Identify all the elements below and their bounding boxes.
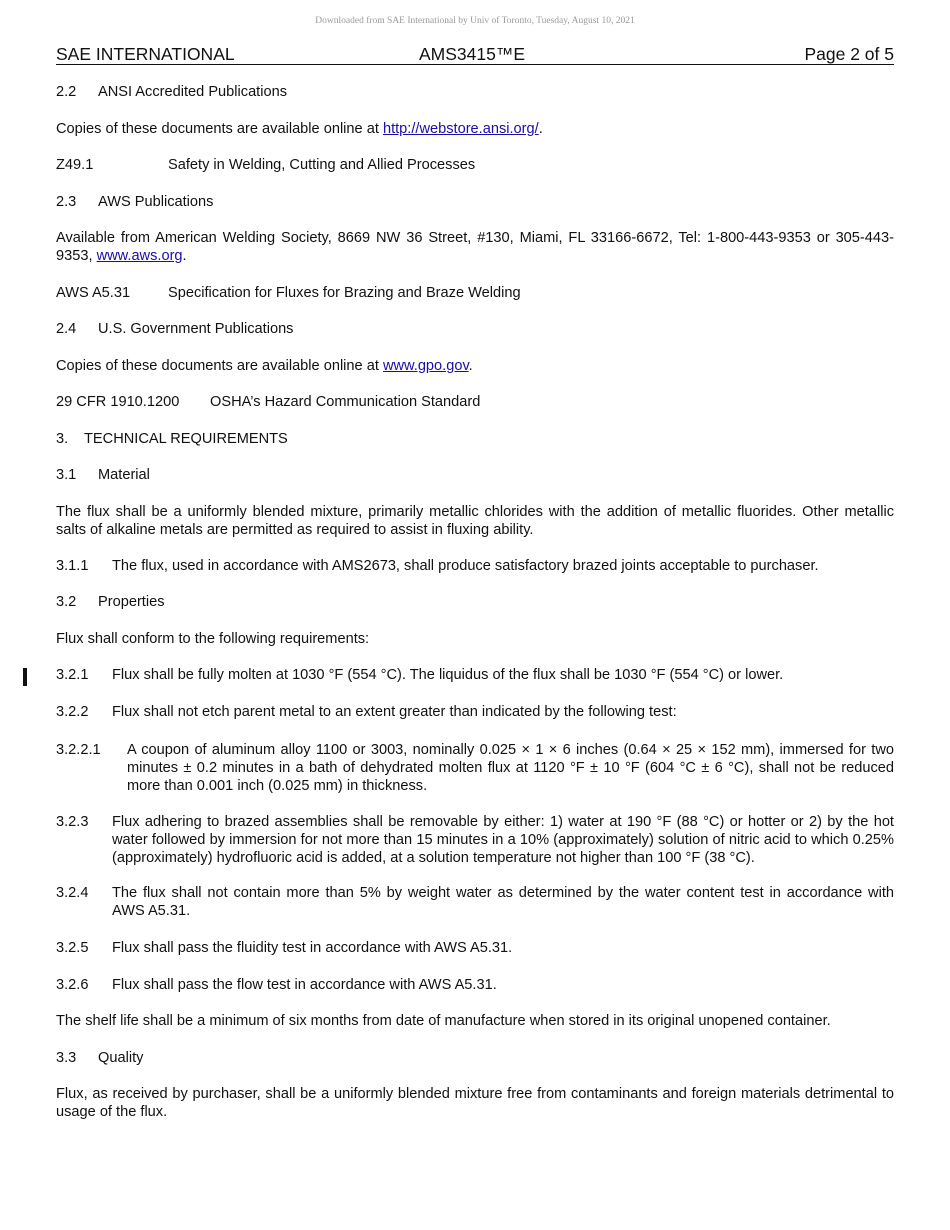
item-3-1-1: [56, 557, 894, 575]
material-paragraph: The flux shall be a uniformly blended mixture, primarily metallic chlorides with the addition of metallic fluorides. Other metallic salts of alkaline metals are permitted as required to assist in fluxing ability.: [56, 504, 894, 538]
item-3-2-5: [56, 939, 894, 957]
item-number: 3.2.2.1: [56, 742, 101, 758]
item-number: 3.1.1: [56, 558, 89, 574]
section-title: Material: [98, 467, 150, 483]
item-number: 3.2.1: [56, 667, 89, 683]
section-number: 2.4: [56, 321, 77, 337]
page-header: [56, 44, 894, 65]
section-title: TECHNICAL REQUIREMENTS: [84, 431, 288, 447]
availability-text: Copies of these documents are available online at: [56, 121, 383, 137]
item-text: The flux, used in accordance with AMS2673, shall produce satisfactory brazed joints acceptable to purchaser.: [112, 558, 819, 574]
item-text: Flux shall be fully molten at 1030 °F (554 °C). The liquidus of the flux shall be 1030 °F (554 °C) or lower.: [112, 667, 784, 683]
section-number: 2.3: [56, 194, 77, 210]
section-title: Properties: [98, 594, 165, 610]
item-number: 3.2.6: [56, 977, 89, 993]
item-text: A coupon of aluminum alloy 1100 or 3003, nominally 0.025 × 1 × 6 inches (0.64 × 25 × 152 mm), immersed for two minutes ± 0.2 minutes in a bath of dehydrated molten flux at 1120 °F ± 10 °F (604 °C ± 6 °C), shall not be reduced more than 0.001 inch (0.025 mm) in thickness.: [127, 742, 894, 794]
reference-code: Z49.1: [56, 157, 94, 173]
item-text: Flux shall pass the fluidity test in accordance with AWS A5.31.: [112, 940, 513, 956]
item-3-2-2: [56, 703, 894, 721]
aws-availability: [56, 229, 894, 265]
item-3-2-1: [56, 666, 894, 684]
item-text: The flux shall not contain more than 5% by weight water as determined by the water content test in accordance with AWS A5.31.: [112, 885, 894, 919]
header-doc-number: AMS3415™E: [419, 44, 526, 64]
section-number: 3.: [56, 431, 69, 447]
item-text: Flux shall not etch parent metal to an extent greater than indicated by the following test:: [112, 704, 677, 720]
section-title: ANSI Accredited Publications: [98, 84, 288, 100]
reference-title: Specification for Fluxes for Brazing and Braze Welding: [168, 285, 521, 301]
item-number: 3.2.3: [56, 814, 89, 830]
aws-website-link[interactable]: www.aws.org: [96, 248, 183, 264]
item-number: 3.2.4: [56, 885, 89, 901]
item-3-2-3: [56, 813, 894, 867]
item-3-2-6: [56, 976, 894, 994]
shelf-life-paragraph: The shelf life shall be a minimum of six months from date of manufacture when stored in its original unopened container.: [56, 1013, 831, 1029]
ansi-availability: [56, 120, 894, 138]
period: .: [468, 358, 473, 374]
period: .: [182, 248, 187, 264]
section-title: Quality: [98, 1050, 144, 1066]
quality-paragraph: Flux, as received by purchaser, shall be a uniformly blended mixture free from contaminants and foreign materials detrimental to usage of the flux.: [56, 1086, 894, 1120]
properties-intro: Flux shall conform to the following requirements:: [56, 631, 370, 647]
period: .: [538, 121, 543, 137]
section-number: 3.3: [56, 1050, 77, 1066]
section-title: U.S. Government Publications: [98, 321, 294, 337]
header-page-number: Page 2 of 5: [804, 44, 894, 64]
header-org: SAE INTERNATIONAL: [56, 44, 235, 64]
availability-text: Available from American Welding Society, 8669 NW 36 Street, #130, Miami, FL 33166-6672, Tel: 1-800-443-9353 or 305-443-9353,: [56, 230, 894, 264]
change-bar: [23, 668, 27, 686]
availability-text: Copies of these documents are available online at: [56, 358, 383, 374]
reference-code: 29 CFR 1910.1200: [56, 394, 180, 410]
gpo-website-link[interactable]: www.gpo.gov: [382, 358, 469, 374]
reference-title: Safety in Welding, Cutting and Allied Processes: [168, 157, 476, 173]
item-number: 3.2.2: [56, 704, 89, 720]
ansi-webstore-link[interactable]: http://webstore.ansi.org/: [382, 121, 539, 137]
item-text: Flux adhering to brazed assemblies shall be removable by either: 1) water at 190 °F (88 °C) or hotter or 2) by the hot water followed by immersion for not more than 15 minutes in a 10% (approximately) solution of nitric acid to which 0.25% (approximately) hydrofluoric acid is added, at a solution temperature not higher than 100 °F (38 °C).: [112, 814, 894, 866]
item-number: 3.2.5: [56, 940, 89, 956]
reference-code: AWS A5.31: [56, 285, 131, 301]
download-watermark: Downloaded from SAE International by Univ of Toronto, Tuesday, August 10, 2021: [315, 16, 635, 26]
gpo-availability: [56, 357, 894, 375]
item-3-2-2-1: [56, 741, 894, 795]
section-number: 2.2: [56, 84, 77, 100]
reference-title: OSHA’s Hazard Communication Standard: [210, 394, 481, 410]
item-3-2-4: [56, 884, 894, 920]
section-number: 3.1: [56, 467, 77, 483]
section-number: 3.2: [56, 594, 77, 610]
section-title: AWS Publications: [98, 194, 214, 210]
item-text: Flux shall pass the flow test in accordance with AWS A5.31.: [112, 977, 497, 993]
